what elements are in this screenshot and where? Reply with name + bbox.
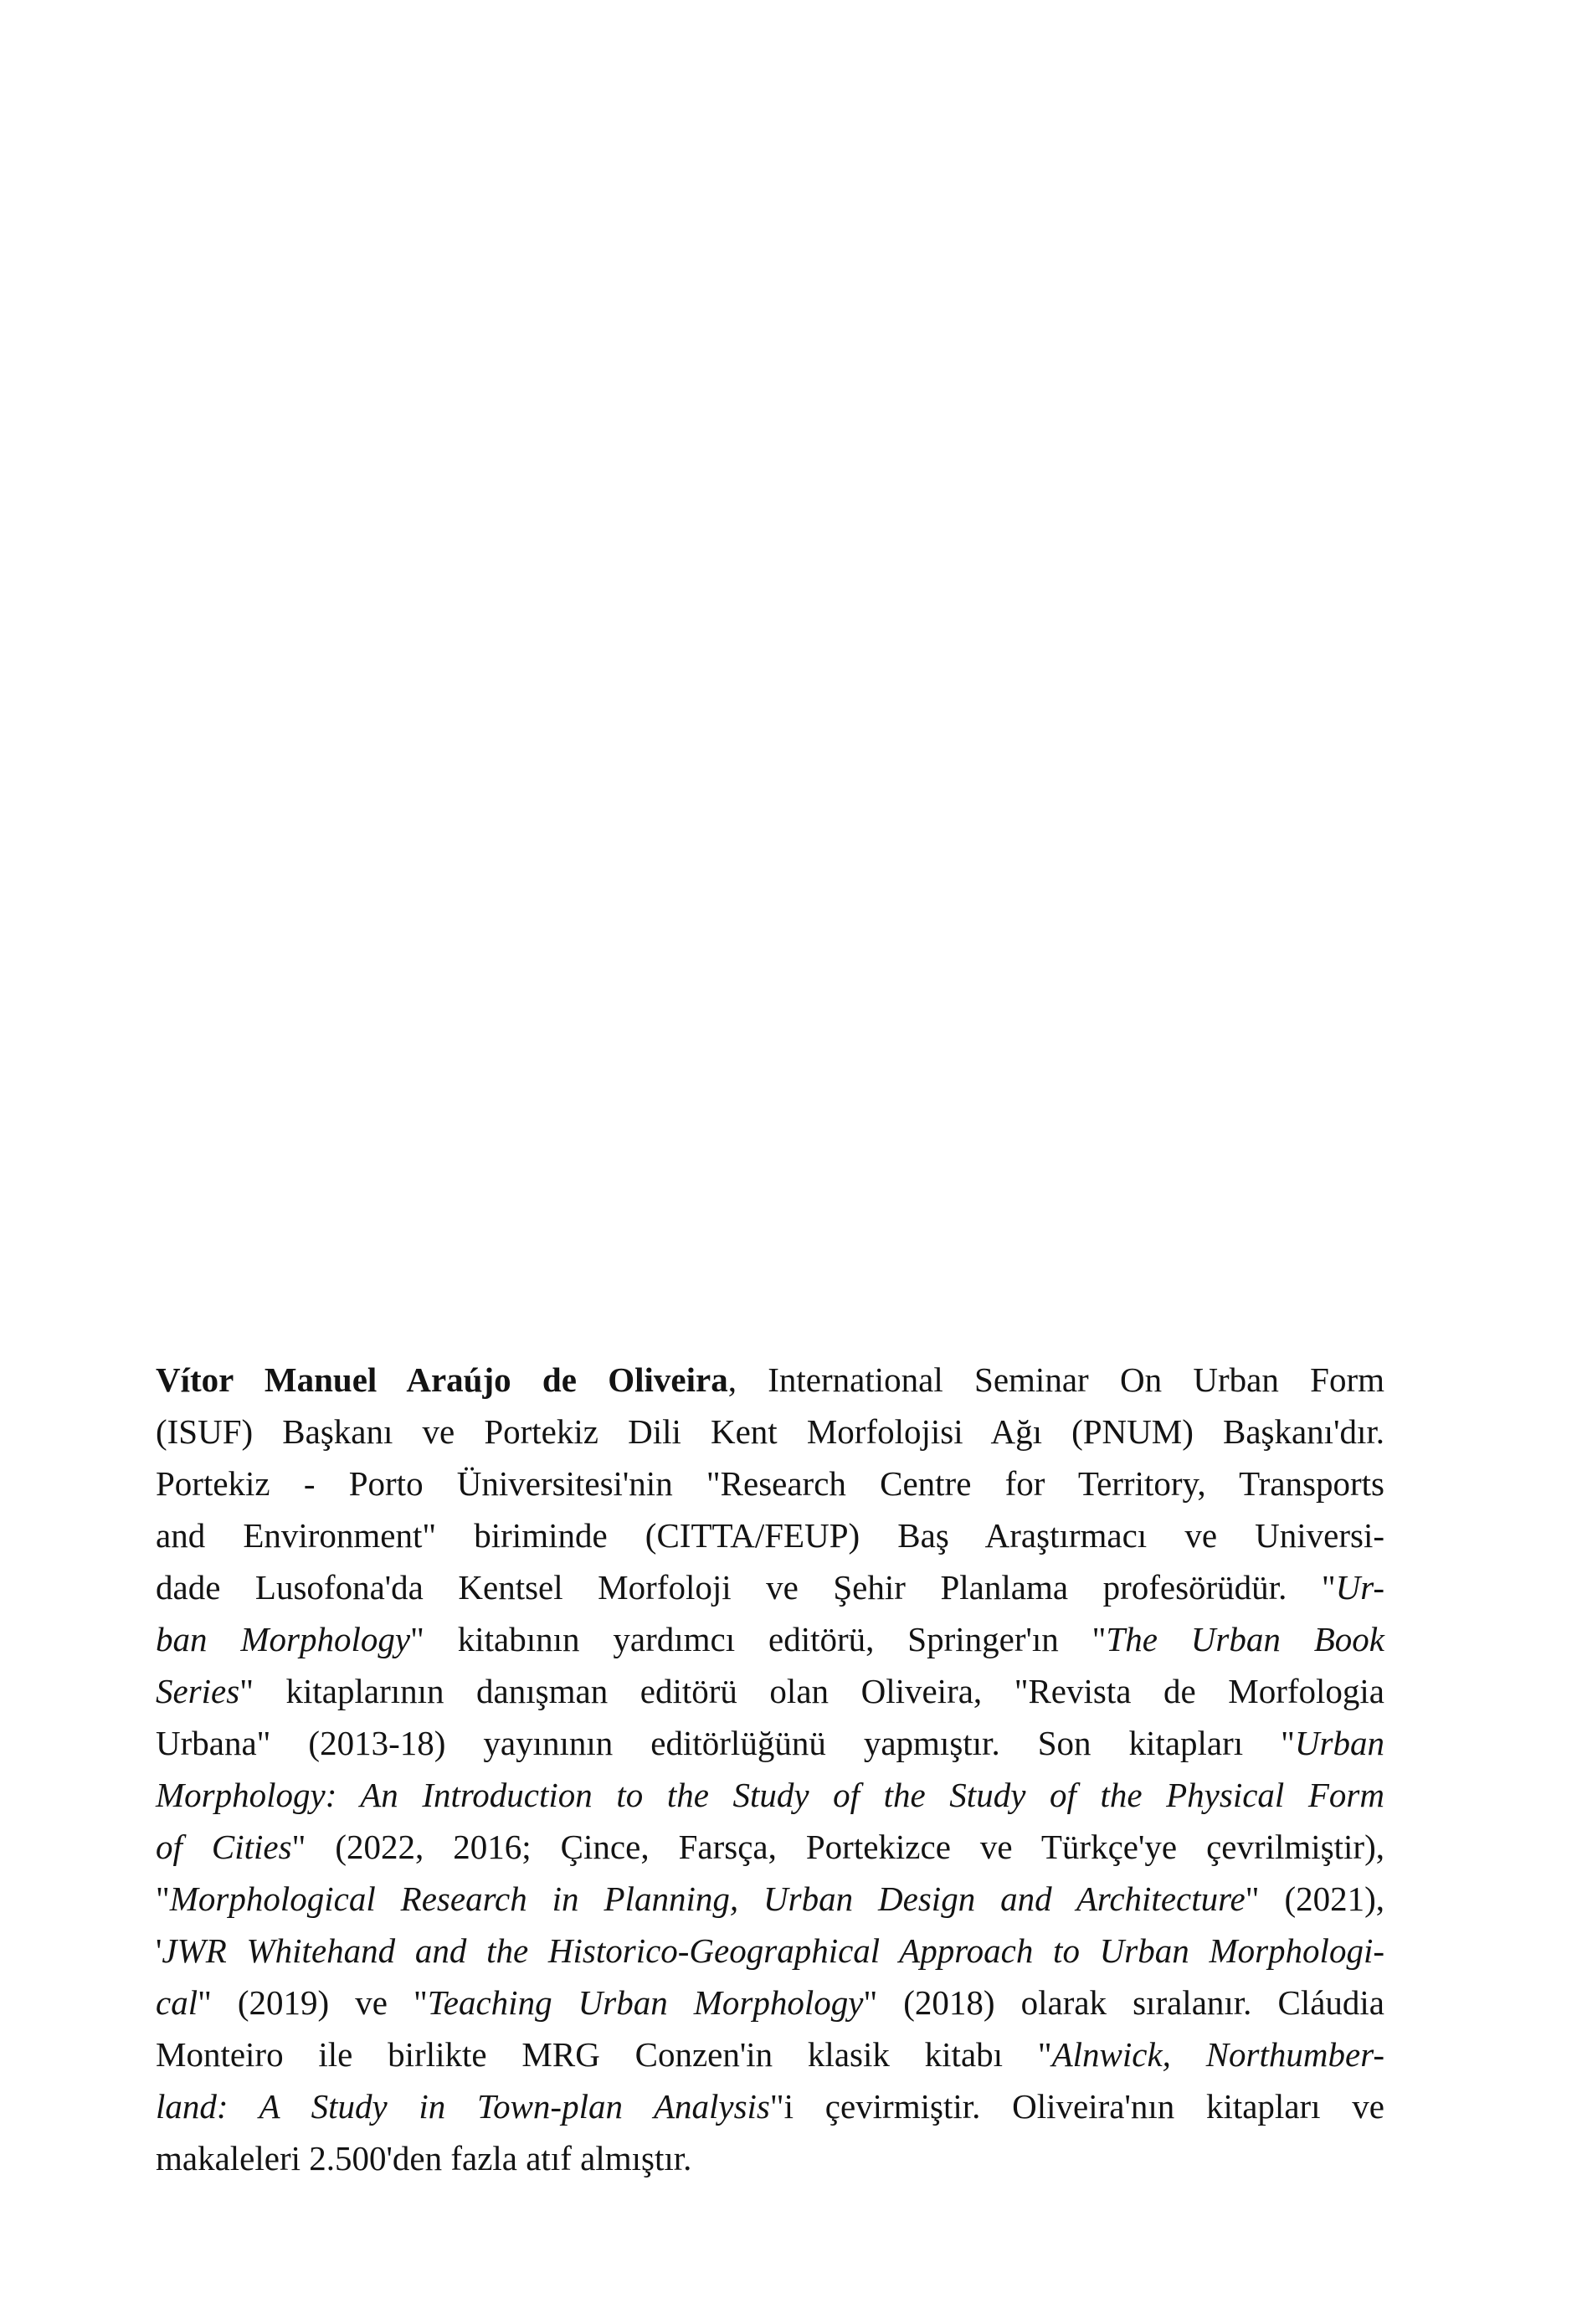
biography-paragraph bbox=[156, 1354, 1384, 2184]
text-line bbox=[156, 1977, 1384, 2028]
text-line bbox=[156, 1613, 1384, 1665]
text-line bbox=[156, 1458, 1384, 1509]
text-run-regular: " bbox=[156, 1879, 170, 1918]
text-line bbox=[156, 1406, 1384, 1458]
text-run-regular: and Environment" biriminde (CITTA/FEUP) Baş Araştırmacı ve Universi- bbox=[156, 1516, 1384, 1555]
text-run-italic: Urban bbox=[1294, 1724, 1384, 1762]
text-run-regular: , International Seminar On Urban Form bbox=[727, 1360, 1385, 1399]
text-run-bold: Vítor Manuel Araújo de Oliveira bbox=[156, 1360, 728, 1399]
text-run-regular: Monteiro ile birlikte MRG Conzen'in klasik kitabı " bbox=[156, 2035, 1052, 2074]
text-run-regular: dade Lusofona'da Kentsel Morfoloji ve Şehir Planlama profesörüdür. " bbox=[156, 1568, 1336, 1607]
text-line bbox=[156, 1821, 1384, 1873]
text-run-italic: ban Morphology bbox=[156, 1620, 411, 1658]
text-run-regular: Urbana" (2013-18) yayınının editörlüğünü yapmıştır. Son kitapları " bbox=[156, 1724, 1295, 1762]
text-run-italic: land: A Study in Town-plan Analysis bbox=[156, 2087, 770, 2126]
text-line bbox=[156, 1665, 1384, 1717]
text-run-italic: JWR Whitehand and the Historico-Geographical Approach to Urban Morphologi- bbox=[162, 1931, 1384, 1970]
text-run-italic: of Cities bbox=[156, 1828, 292, 1866]
text-run-italic: Series bbox=[156, 1672, 240, 1710]
text-run-regular: " (2018) olarak sıralanır. Cláudia bbox=[863, 1983, 1385, 2022]
text-line bbox=[156, 1509, 1384, 1561]
text-run-italic: cal bbox=[156, 1983, 198, 2022]
text-run-italic: Alnwick, Northumber- bbox=[1051, 2035, 1384, 2074]
text-run-italic: Morphology: An Introduction to the Study of the Study of the Physical Form bbox=[156, 1776, 1384, 1814]
text-line bbox=[156, 2080, 1384, 2132]
text-run-italic: The Urban Book bbox=[1106, 1620, 1384, 1658]
text-run-regular: " (2021), bbox=[1245, 1879, 1384, 1918]
text-line bbox=[156, 2028, 1384, 2080]
text-run-italic: Teaching Urban Morphology bbox=[427, 1983, 864, 2022]
text-line bbox=[156, 1717, 1384, 1769]
text-run-regular: "i çevirmiştir. Oliveira'nın kitapları ve bbox=[769, 2087, 1384, 2126]
text-run-italic: Ur- bbox=[1335, 1568, 1384, 1607]
text-line bbox=[156, 1354, 1384, 1406]
text-line bbox=[156, 1925, 1384, 1977]
text-run-italic: Morphological Research in Planning, Urban Design and Architecture bbox=[169, 1879, 1246, 1918]
text-line bbox=[156, 1873, 1384, 1925]
text-run-regular: Portekiz - Porto Üniversitesi'nin "Research Centre for Territory, Transports bbox=[156, 1464, 1384, 1503]
text-run-regular: " (2019) ve " bbox=[198, 1983, 428, 2022]
text-line bbox=[156, 2132, 1384, 2184]
text-run-regular: ' bbox=[156, 1931, 162, 1970]
text-run-regular: makaleleri 2.500'den fazla atıf almıştır. bbox=[156, 2139, 692, 2177]
text-run-regular: (ISUF) Başkanı ve Portekiz Dili Kent Morfolojisi Ağı (PNUM) Başkanı'dır. bbox=[156, 1412, 1384, 1451]
text-run-regular: " kitabının yardımcı editörü, Springer'ın " bbox=[410, 1620, 1107, 1658]
text-line bbox=[156, 1561, 1384, 1613]
text-run-regular: " (2022, 2016; Çince, Farsça, Portekizce ve Türkçe'ye çevrilmiştir), bbox=[291, 1828, 1384, 1866]
text-line bbox=[156, 1769, 1384, 1821]
text-run-regular: " kitaplarının danışman editörü olan Oliveira, "Revista de Morfologia bbox=[239, 1672, 1384, 1710]
